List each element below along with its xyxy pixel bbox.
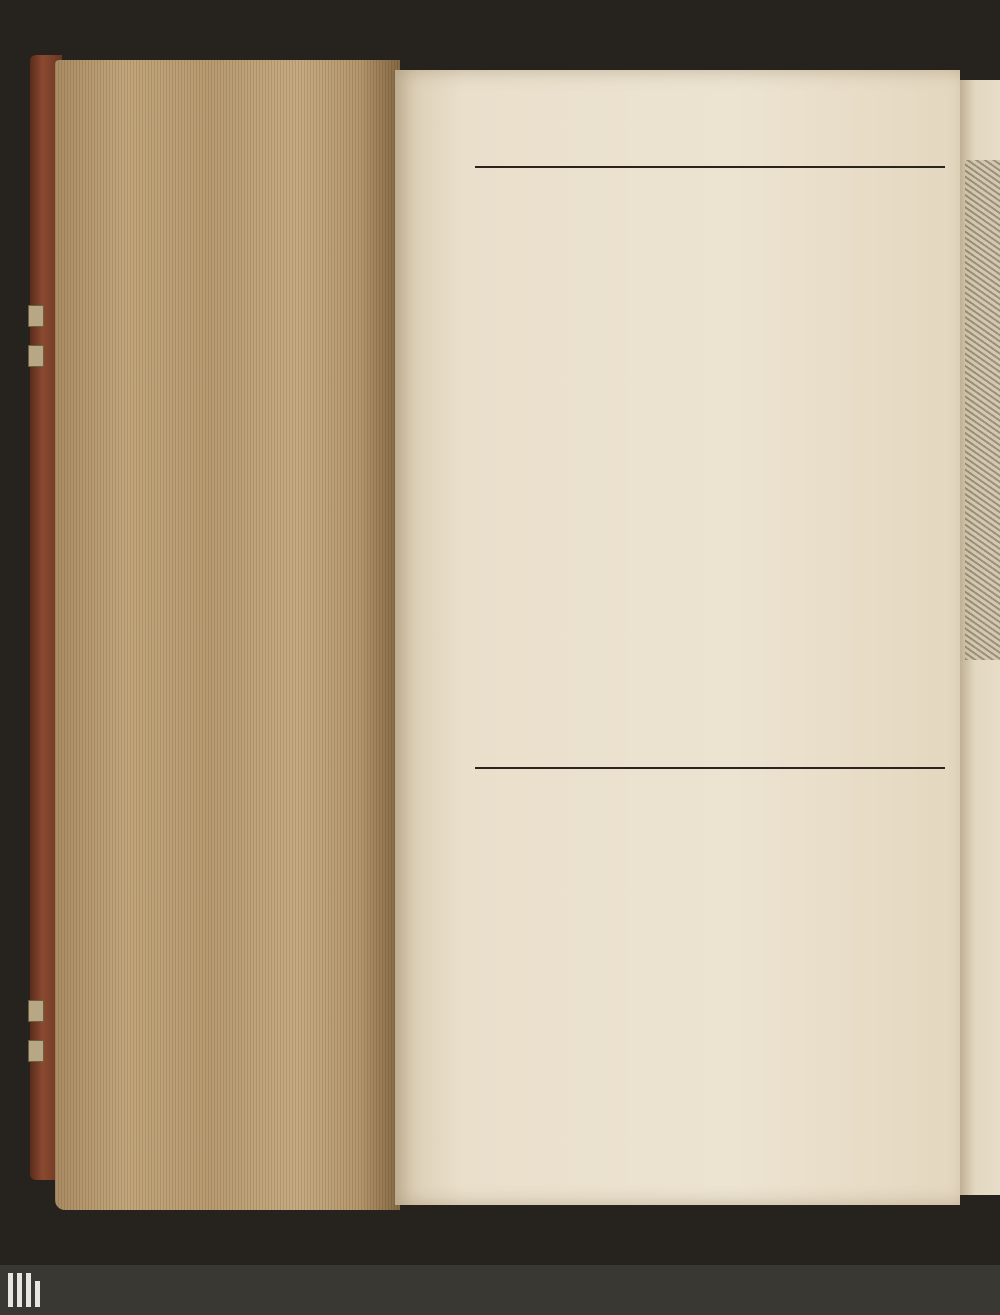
facing-page (955, 80, 1000, 1195)
book-page (395, 70, 960, 1205)
library-logo-icon (8, 1273, 48, 1307)
clasp (28, 305, 44, 327)
book-fore-edge (55, 60, 400, 1210)
clasp (28, 345, 44, 367)
page-header (475, 132, 945, 168)
section-rule (475, 767, 945, 769)
clasp (28, 1040, 44, 1062)
footer-bar (0, 1265, 1000, 1315)
clasp (28, 1000, 44, 1022)
engraving-illustration (965, 160, 1000, 660)
